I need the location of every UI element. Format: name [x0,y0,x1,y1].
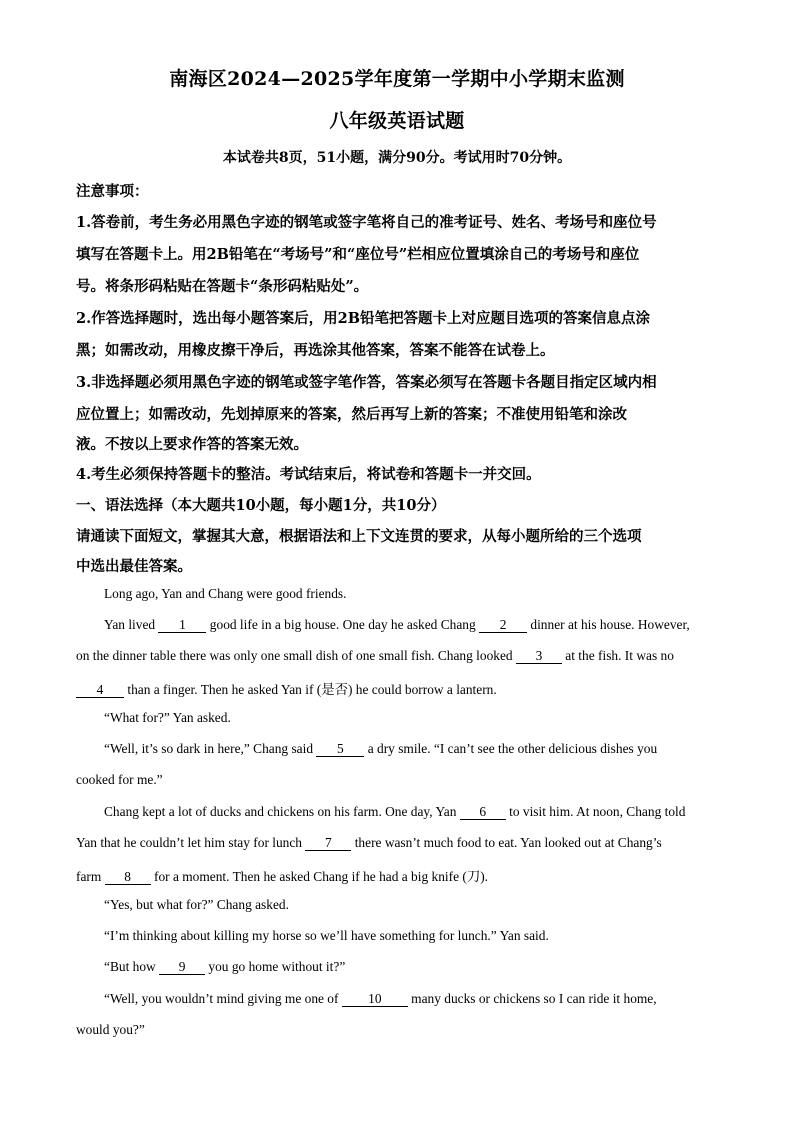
passage-line [104,617,754,633]
passage-text: at the fish. It was no [561,648,674,663]
passage-line [104,991,754,1007]
blank-3: 3 [516,649,562,664]
notice-line: 液。不按以上要求作答的答案无效。 [76,436,308,453]
notice-line: 1.答卷前，考生务必用黑色字迹的钢笔或签字笔将自己的准考证号、姓名、考场号和座位号 [76,214,657,231]
section-instruction: 请通读下面短文，掌握其大意，根据语法和上下文连贯的要求，从每小题所给的三个选项 [76,528,642,545]
passage-text: good life in a big house. One day he asked Chang [206,617,480,632]
passage-text: a dry smile. “I can’t see the other delicious dishes you [364,741,658,756]
notice-line: 2.作答选择题时，选出每小题答案后，用2B铅笔把答题卡上对应题目选项的答案信息点涂 [76,310,650,327]
passage-line [76,866,726,885]
blank-6: 6 [460,805,506,820]
blank-10: 10 [342,992,408,1007]
blank-8: 8 [105,870,151,885]
exam-subtitle: 八年级英语试题 [329,110,465,132]
section-instruction: 中选出最佳答案。 [76,558,192,575]
passage-text: Yan that he couldn’t let him stay for lunch [76,835,306,850]
passage-text: to visit him. At noon, Chang told [505,804,686,819]
passage-text: many ducks or chickens so I can ride it home, [407,991,657,1006]
passage-line [104,586,754,602]
blank-1: 1 [158,618,206,633]
passage-line [76,648,726,664]
passage-text: “Yes, but what for?” Chang asked. [104,897,289,912]
blank-9: 9 [159,960,205,975]
passage-text: Yan lived [104,617,159,632]
passage-text: there wasn’t much food to eat. Yan looked out at Chang’s [351,835,662,850]
passage-line [76,772,726,788]
passage-line [104,897,754,913]
passage-line [104,804,754,820]
blank-4: 4 [76,683,124,698]
passage-line [104,710,754,726]
notice-line: 号。将条形码粘贴在答题卡“条形码粘贴处”。 [76,278,369,295]
notice-line: 3.非选择题必须用黑色字迹的钢笔或签字笔作答，答案必须写在答题卡各题目指定区域内相 [76,374,657,391]
passage-text: “But how [104,959,160,974]
blank-2: 2 [479,618,527,633]
passage-text: than a finger. Then he asked Yan if (是否) he could borrow a lantern. [124,682,497,697]
passage-line [104,928,754,944]
passage-line [76,679,726,698]
passage-line [76,1022,726,1038]
section-heading: 一、语法选择（本大题共10小题，每小题1分，共10分） [76,497,446,514]
passage-text: “What for?” Yan asked. [104,710,231,725]
notice-line: 4.考生必须保持答题卡的整洁。考试结束后，将试卷和答题卡一并交回。 [76,466,541,483]
notice-line: 填写在答题卡上。用2B铅笔在“考场号”和“座位号”栏相应位置填涂自己的考场号和座位 [76,246,640,263]
passage-text: for a moment. Then he asked Chang if he had a big knife (刀). [150,869,489,884]
passage-text: Long ago, Yan and Chang were good friends. [104,586,347,601]
passage-text: “Well, it’s so dark in here,” Chang said [104,741,317,756]
blank-7: 7 [305,836,351,851]
notice-line: 应位置上；如需改动，先划掉原来的答案，然后再写上新的答案；不准使用铅笔和涂改 [76,406,627,423]
passage-text: “Well, you wouldn’t mind giving me one of [104,991,342,1006]
passage-text: dinner at his house. However, [527,617,690,632]
exam-title: 南海区2024—2025学年度第一学期中小学期末监测 [169,68,625,90]
passage-line [76,835,726,851]
notice-heading: 注意事项： [76,183,149,200]
passage-text: cooked for me.” [76,772,163,787]
passage-line [104,959,754,975]
passage-text: farm [76,869,105,884]
passage-text: would you?” [76,1022,145,1037]
passage-text: you go home without it?” [205,959,346,974]
exam-info: 本试卷共8页，51小题，满分90分。考试用时70分钟。 [222,150,572,166]
passage-text: on the dinner table there was only one small dish of one small fish. Chang looked [76,648,516,663]
passage-text: “I’m thinking about killing my horse so we’ll have something for lunch.” Yan said. [104,928,549,943]
passage-line [104,741,754,757]
passage-text: Chang kept a lot of ducks and chickens on his farm. One day, Yan [104,804,460,819]
blank-5: 5 [316,742,364,757]
notice-line: 黑；如需改动，用橡皮擦干净后，再选涂其他答案，答案不能答在试卷上。 [76,342,555,359]
